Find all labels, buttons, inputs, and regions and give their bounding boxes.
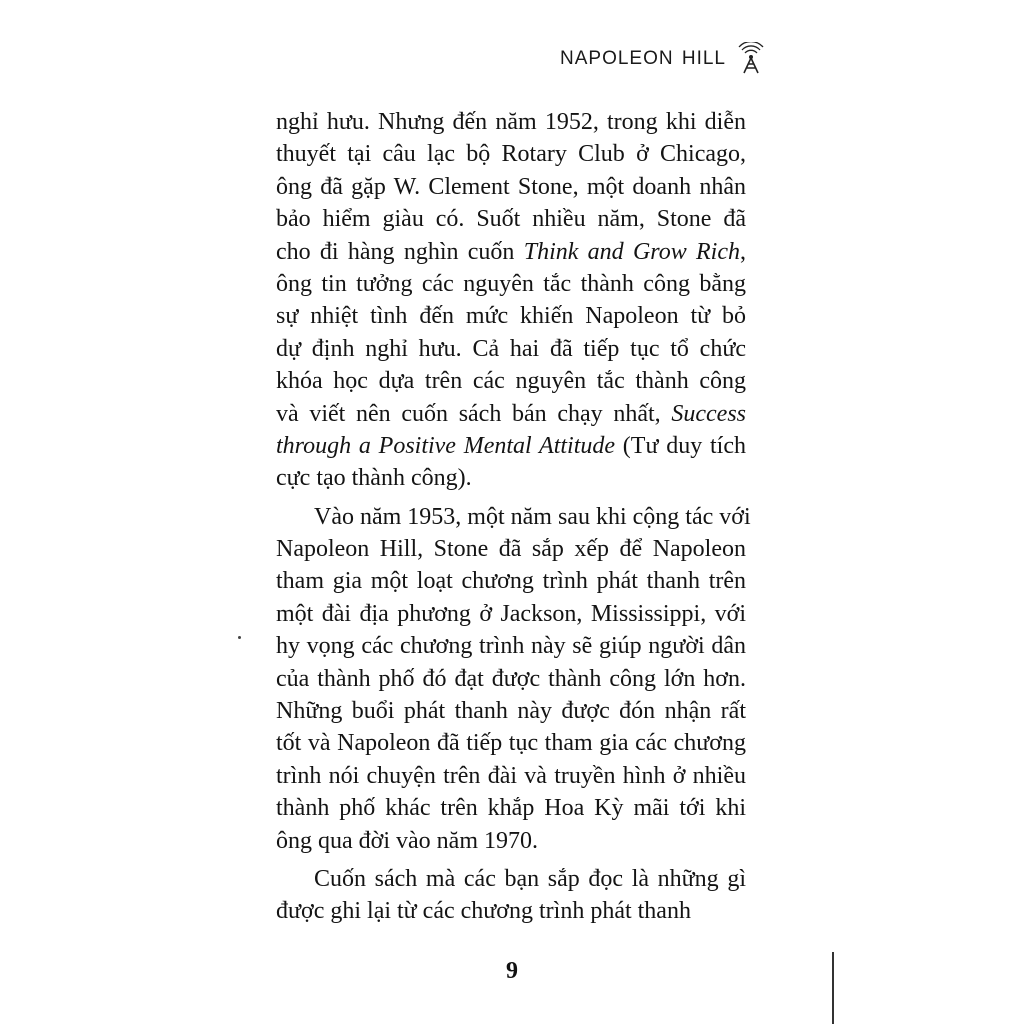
text-line: Napoleon Hill, Stone đã sắp xếp để Napoleon (276, 536, 746, 563)
text-line: cực tạo thành công). (276, 465, 472, 492)
book-title-italic: through a Positive Mental Attitude (276, 432, 616, 459)
text-line: Vào năm 1953, một năm sau khi cộng tác với (314, 503, 751, 530)
running-header (560, 44, 790, 74)
text-line: through a Positive Mental Attitude (Tư duy tích (276, 432, 746, 459)
text-line: của thành phố đó đạt được thành công lớn hơn. (276, 665, 746, 692)
text-line: ông qua đời vào năm 1970. (276, 827, 538, 854)
text-line: được ghi lại từ các chương trình phát thanh (276, 898, 691, 925)
text-line: ông tin tưởng các nguyên tắc thành công bằng (276, 270, 746, 297)
stray-ink-mark (238, 636, 241, 639)
text-line: tham gia một loạt chương trình phát thanh trên (276, 568, 746, 595)
text-line: hy vọng các chương trình này sẽ giúp người dân (276, 633, 746, 660)
paragraph (276, 501, 751, 857)
text-line: cho đi hàng nghìn cuốn Think and Grow Rich, (276, 238, 747, 265)
text-line: bảo hiểm giàu có. Suốt nhiều năm, Stone đã (276, 206, 746, 233)
text-line: trình nói chuyện trên đài và truyền hình ở nhiều (276, 762, 746, 789)
text-line: dự định nghỉ hưu. Cả hai đã tiếp tục tổ chức (276, 335, 746, 362)
text-line: tốt và Napoleon đã tiếp tục tham gia các chương (276, 730, 746, 757)
paragraph (276, 863, 746, 928)
text-line: ông đã gặp W. Clement Stone, một doanh nhân (276, 173, 746, 200)
radio-tower-icon (734, 42, 768, 76)
text-line: nghỉ hưu. Nhưng đến năm 1952, trong khi diễn (276, 109, 746, 135)
text-line: sự nhiệt tình đến mức khiến Napoleon từ bỏ (276, 303, 746, 330)
text-line: và viết nên cuốn sách bán chạy nhất, Success (276, 400, 746, 427)
paragraph (276, 106, 746, 495)
book-title-italic: Success (671, 400, 746, 427)
scan-edge-line (832, 952, 834, 1024)
text-line: một đài địa phương ở Jackson, Mississippi, với (276, 600, 746, 627)
running-header-title: NAPOLEON HILL (560, 48, 726, 69)
text-line: Những buổi phát thanh này được đón nhận rất (276, 698, 746, 725)
page-number: 9 (506, 958, 518, 984)
text-line: Cuốn sách mà các bạn sắp đọc là những gì (314, 865, 746, 892)
text-line: thành phố khác trên khắp Hoa Kỳ mãi tới khi (276, 795, 746, 822)
text-line: thuyết tại câu lạc bộ Rotary Club ở Chicago, (276, 141, 746, 168)
body-text (276, 106, 751, 928)
book-title-italic: Think and Grow Rich (523, 238, 741, 265)
text-line: khóa học dựa trên các nguyên tắc thành công (276, 368, 746, 395)
